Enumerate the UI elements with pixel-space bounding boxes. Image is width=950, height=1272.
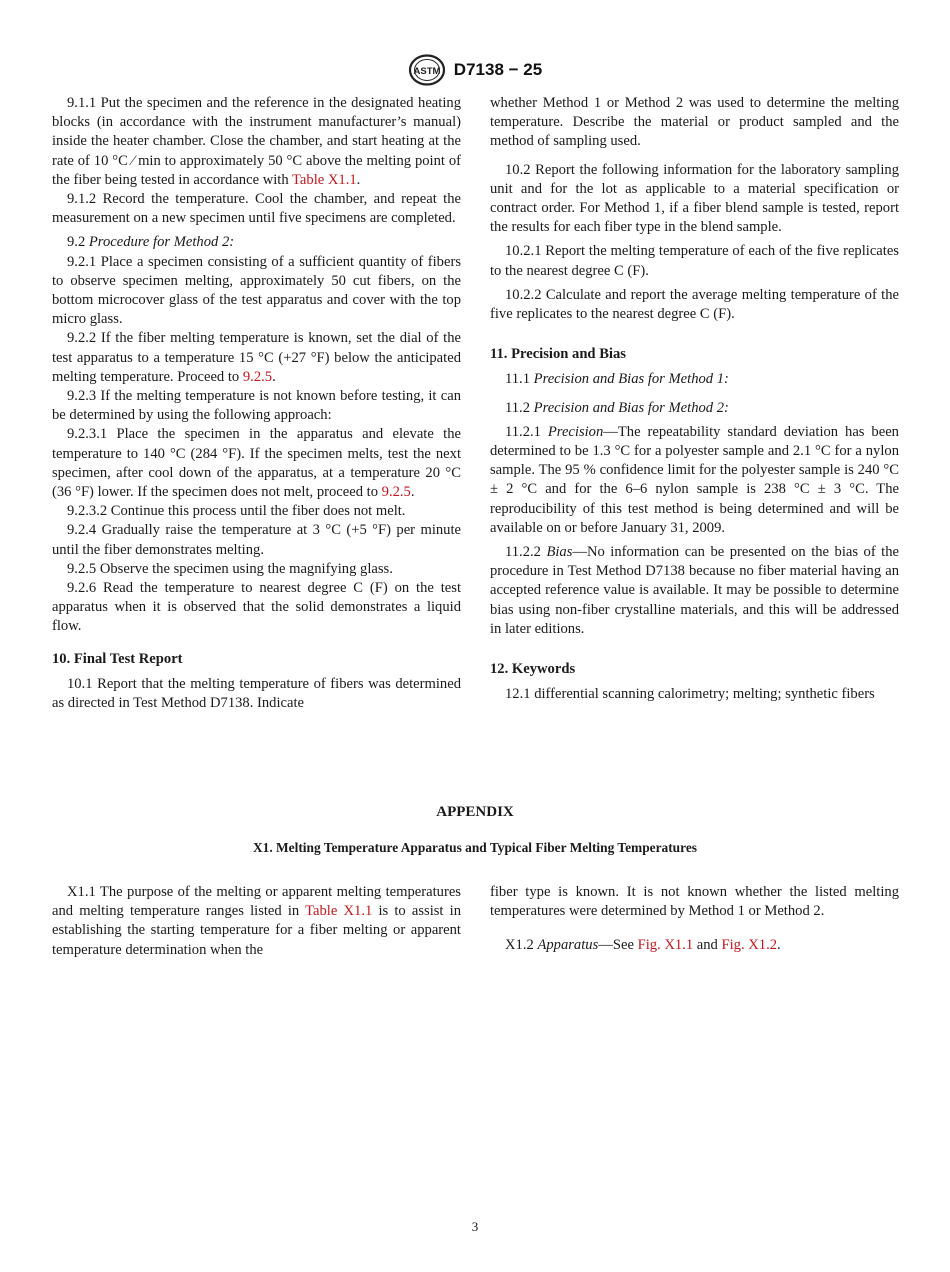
paragraph-9-2-1: 9.2.1 Place a specimen consisting of a sufficient quantity of fibers to observe specimen melting, approximately 50 cut fibers, on the bottom microcover glass of the test apparatus and cover with the top micro glass. bbox=[52, 253, 461, 328]
paragraph-9-2-4: 9.2.4 Gradually raise the temperature at 3 °C (+5 °F) per minute until the fiber demonstrates melting. bbox=[52, 522, 461, 558]
paragraph-11-2: 11.2 Precision and Bias for Method 2: bbox=[505, 399, 729, 416]
paragraph-10-1: 10.1 Report that the melting temperature of fibers was determined as directed in Test Method D7138. Indicate bbox=[52, 675, 461, 712]
paragraph-9-2-3-1: 9.2.3.1 Place the specimen in the apparatus and elevate the temperature to 140 °C (284 °F). If the specimen melts, test the next specimen, after cool down of the apparatus, at a temperature 20 °C (36 °F) lower. If the specimen does not melt, proceed to 9.2.5. bbox=[52, 426, 461, 501]
right-column bbox=[490, 94, 899, 704]
link-table-x1-1[interactable]: Table X1.1 bbox=[292, 171, 357, 188]
appendix-right-column bbox=[490, 883, 899, 956]
paragraph-12-1: 12.1 differential scanning calorimetry; melting; synthetic fibers bbox=[505, 686, 875, 703]
page-header bbox=[0, 54, 950, 86]
paragraph-10-2-2: 10.2.2 Calculate and report the average melting temperature of the five replicates to the nearest degree C (F). bbox=[490, 286, 899, 323]
paragraph-x1-1-continued: fiber type is known. It is not known whether the listed melting temperatures were determined by Method 1 or Method 2. bbox=[490, 884, 899, 920]
link-table-x1-1[interactable]: Table X1.1 bbox=[305, 903, 373, 920]
document-designation: D7138 − 25 bbox=[453, 60, 543, 79]
paragraph-11-2-2: 11.2.2 Bias—No information can be presented on the bias of the procedure in Test Method D7138 because no fiber material having an accepted reference value is available. It may be possible to determine bias using non-fiber crystalline materials, and this will be addressed in later editions. bbox=[490, 544, 899, 637]
link-fig-x1-1[interactable]: Fig. X1.1 bbox=[637, 937, 694, 954]
paragraph-9-1-2: 9.1.2 Record the temperature. Cool the chamber, and repeat the measurement on a new specimen until five specimens are completed. bbox=[52, 191, 461, 227]
paragraph-9-2-6: 9.2.6 Read the temperature to nearest degree C (F) on the test apparatus when it is observed that the solid demonstrates a liquid flow. bbox=[52, 580, 461, 635]
paragraph-9-2: 9.2 Procedure for Method 2: bbox=[67, 234, 235, 251]
svg-text:ASTM: ASTM bbox=[413, 66, 441, 77]
astm-logo-icon bbox=[408, 54, 446, 86]
paragraph-9-2-3: 9.2.3 If the melting temperature is not known before testing, it can be determined by using the following approach: bbox=[52, 388, 461, 424]
paragraph-10-2: 10.2 Report the following information for the laboratory sampling unit and for the lot as applicable to a material specification or contract order. For Method 1, if a fiber blend sample is tested, report the results for each fiber type in the blend sample. bbox=[490, 161, 899, 236]
paragraph-11-2-1: 11.2.1 Precision—The repeatability standard deviation has been determined to be 1.3 °C for a polyester sample and 2.1 °C for a nylon sample. The 95 % confidence limit for the polyester sample is 240 °C ± 2 °C and for the 6–6 nylon sample is 238 °C ± 3 °C. The reproducibility of this test method is being determined and will be available on or before January 31, 2009. bbox=[490, 423, 899, 536]
left-column bbox=[52, 94, 461, 713]
link-9-2-5[interactable]: 9.2.5 bbox=[242, 368, 273, 385]
paragraph-9-2-2: 9.2.2 If the fiber melting temperature is known, set the dial of the test apparatus to a temperature 15 °C (+27 °F) below the anticipated melting temperature. Proceed to 9.2.5. bbox=[52, 330, 461, 385]
link-fig-x1-2[interactable]: Fig. X1.2 bbox=[721, 937, 778, 954]
paragraph-9-2-3-2: 9.2.3.2 Continue this process until the fiber does not melt. bbox=[67, 503, 406, 520]
page-number: 3 bbox=[471, 1219, 479, 1234]
appendix-title: APPENDIX bbox=[436, 804, 514, 820]
appendix-left-column bbox=[52, 883, 461, 960]
section-heading-12: 12. Keywords bbox=[490, 661, 576, 678]
paragraph-11-1: 11.1 Precision and Bias for Method 1: bbox=[505, 371, 729, 388]
paragraph-10-1-continued: whether Method 1 or Method 2 was used to determine the melting temperature. Describe the material or product sampled and the method of sampling used. bbox=[490, 95, 899, 150]
paragraph-x1-1: X1.1 The purpose of the melting or apparent melting temperatures and melting temperature ranges listed in Table X1.1 is to assist in establishing the starting temperature for a fiber melting or apparent temperature determination when the bbox=[52, 884, 461, 958]
paragraph-x1-2: X1.2 Apparatus—See Fig. X1.1 and Fig. X1.2. bbox=[505, 937, 781, 954]
section-heading-11: 11. Precision and Bias bbox=[490, 346, 626, 363]
paragraph-9-2-5: 9.2.5 Observe the specimen using the magnifying glass. bbox=[67, 560, 393, 577]
appendix-subtitle: X1. Melting Temperature Apparatus and Typical Fiber Melting Temperatures bbox=[252, 840, 697, 855]
paragraph-9-1-1: 9.1.1 Put the specimen and the reference in the designated heating blocks (in accordance with the instrument manufacturer’s manual) inside the heater chamber. Close the chamber, and start heating at the rate of 10 °C ⁄ min to approximately 50 °C above the melting point of the fiber being tested in accordance with Table X1.1. bbox=[52, 95, 461, 188]
paragraph-10-2-1: 10.2.1 Report the melting temperature of each of the five replicates to the nearest degree C (F). bbox=[490, 243, 899, 279]
section-heading-10: 10. Final Test Report bbox=[52, 650, 183, 667]
link-9-2-5[interactable]: 9.2.5 bbox=[381, 484, 411, 501]
